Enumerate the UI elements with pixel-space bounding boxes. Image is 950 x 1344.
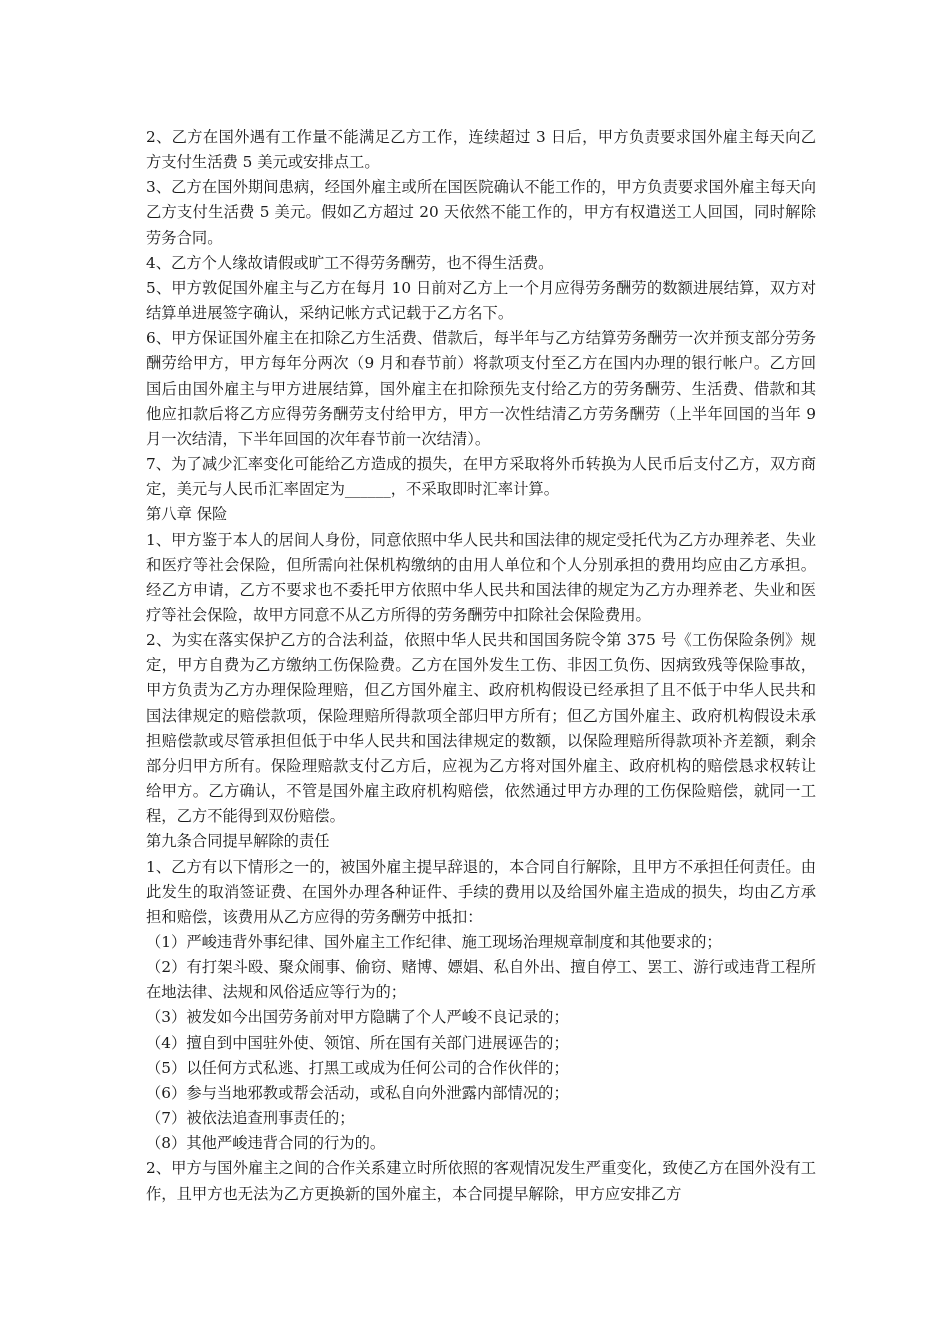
list-item-termination-1: （1）严峻违背外事纪律、国外雇主工作纪律、施工现场治理规章制度和其他要求的； bbox=[146, 933, 722, 951]
list-item-termination-8: （8）其他严峻违背合同的行为的。 bbox=[146, 1134, 386, 1153]
list-item-termination-6: （6）参与当地邪教或帮会活动，或私自向外泄露内部情况的； bbox=[146, 1083, 569, 1102]
paragraph-salary-clause-5: 5、甲方敦促国外雇主与乙方在每月 10 日前对乙方上一个月应得劳务酬劳的数额进展结算，双方对结算单进展签字确认，采纳记帐方式记载于乙方名下。 bbox=[146, 278, 816, 323]
list-item-termination-5: （5）以任何方式私逃、打黑工或成为任何公司的合作伙伴的； bbox=[146, 1058, 569, 1077]
paragraph-salary-clause-4: 4、乙方个人缘故请假或旷工不得劳务酬劳，也不得生活费。 bbox=[146, 253, 554, 272]
list-item-termination-3: （3）被发如今出国劳务前对甲方隐瞒了个人严峻不良记录的； bbox=[146, 1008, 569, 1027]
paragraph-salary-clause-6: 6、甲方保证国外雇主在扣除乙方生活费、借款后，每半年与乙方结算劳务酬劳一次并预支部分劳务酬劳给甲方，甲方每年分两次（9 月和春节前）将款项支付至乙方在国内办理的银行帐户。乙方回国后由国外雇主与甲方进展结算，国外雇主在扣除预先支付给乙方的劳务酬劳、生活费、借款和其他应扣款后将乙方应得劳务酬劳支付给甲方，甲方一次性结清乙方劳务酬劳（上半年回国的当年 9 月一次结清，下半年回国的次年春节前一次结清）。 bbox=[146, 329, 816, 448]
list-item-termination-7: （7）被依法追查刑事责任的； bbox=[146, 1109, 355, 1128]
paragraph-salary-clause-2: 2、乙方在国外遇有工作量不能满足乙方工作，连续超过 3 日后，甲方负责要求国外雇主每天向乙方支付生活费 5 美元或安排点工。 bbox=[146, 128, 816, 172]
paragraph-termination-clause-2: 2、甲方与国外雇主之间的合作关系建立时所依照的客观情况发生严重变化，致使乙方在国外没有工作，且甲方也无法为乙方更换新的国外雇主，本合同提早解除，甲方应安排乙方 bbox=[146, 1159, 816, 1203]
paragraph-salary-clause-3: 3、乙方在国外期间患病，经国外雇主或所在国医院确认不能工作的，甲方负责要求国外雇主每天向乙方支付生活费 5 美元。假如乙方超过 20 天依然不能工作的，甲方有权遣送工人回国，同时解除劳务合同。 bbox=[146, 178, 816, 247]
paragraph-termination-clause-1: 1、乙方有以下情形之一的，被国外雇主提早辞退的，本合同自行解除，且甲方不承担任何责任。由此发生的取消签证费、在国外办理各种证件、手续的费用以及给国外雇主造成的损失，均由乙方承担和赔偿，该费用从乙方应得的劳务酬劳中抵扣： bbox=[146, 857, 816, 926]
chapter-heading-insurance: 第八章 保险 bbox=[146, 505, 228, 524]
list-item-termination-2: （2）有打架斗殴、聚众闹事、偷窃、赌博、嫖娼、私自外出、擅自停工、罢工、游行或违背工程所在地法律、法规和风俗适应等行为的； bbox=[146, 958, 816, 1002]
paragraph-salary-clause-7: 7、为了减少汇率变化可能给乙方造成的损失，在甲方采取将外币转换为人民币后支付乙方，双方商定，美元与人民币汇率固定为______，不采取即时汇率计算。 bbox=[146, 455, 816, 499]
paragraph-insurance-clause-2: 2、为实在落实保护乙方的合法利益，依照中华人民共和国国务院令第 375 号《工伤保险条例》规定，甲方自费为乙方缴纳工伤保险费。乙方在国外发生工伤、非因工负伤、因病致残等保险事故，甲方负责为乙方办理保险理赔，但乙方国外雇主、政府机构假设已经承担了且不低于中华人民共和国法律规定的赔偿款项，保险理赔所得款项全部归甲方所有；但乙方国外雇主、政府机构假设未承担赔偿款或尽管承担但低于中华人民共和国法律规定的数额，以保险理赔所得款项补齐差额，剩余部分归甲方所有。保险理赔款支付乙方后，应视为乙方将对国外雇主、政府机构的赔偿恳求权转让给甲方。乙方确认，不管是国外雇主政府机构赔偿，依然通过甲方办理的工伤保险赔偿，就同一工程，乙方不能得到双份赔偿。 bbox=[146, 631, 816, 826]
list-item-termination-4: （4）擅自到中国驻外使、领馆、所在国有关部门进展诬告的； bbox=[146, 1033, 569, 1052]
chapter-heading-early-termination: 第九条合同提早解除的责任 bbox=[146, 832, 330, 851]
document-body bbox=[146, 125, 816, 1207]
paragraph-insurance-clause-1: 1、甲方鉴于本人的居间人身份，同意依照中华人民共和国法律的规定受托代为乙方办理养老、失业和医疗等社会保险，但所需向社保机构缴纳的由用人单位和个人分别承担的费用均应由乙方承担。经乙方申请，乙方不要求也不委托甲方依照中华人民共和国法律的规定为乙方办理养老、失业和医疗等社会保险，故甲方同意不从乙方所得的劳务酬劳中扣除社会保险费用。 bbox=[146, 530, 816, 624]
